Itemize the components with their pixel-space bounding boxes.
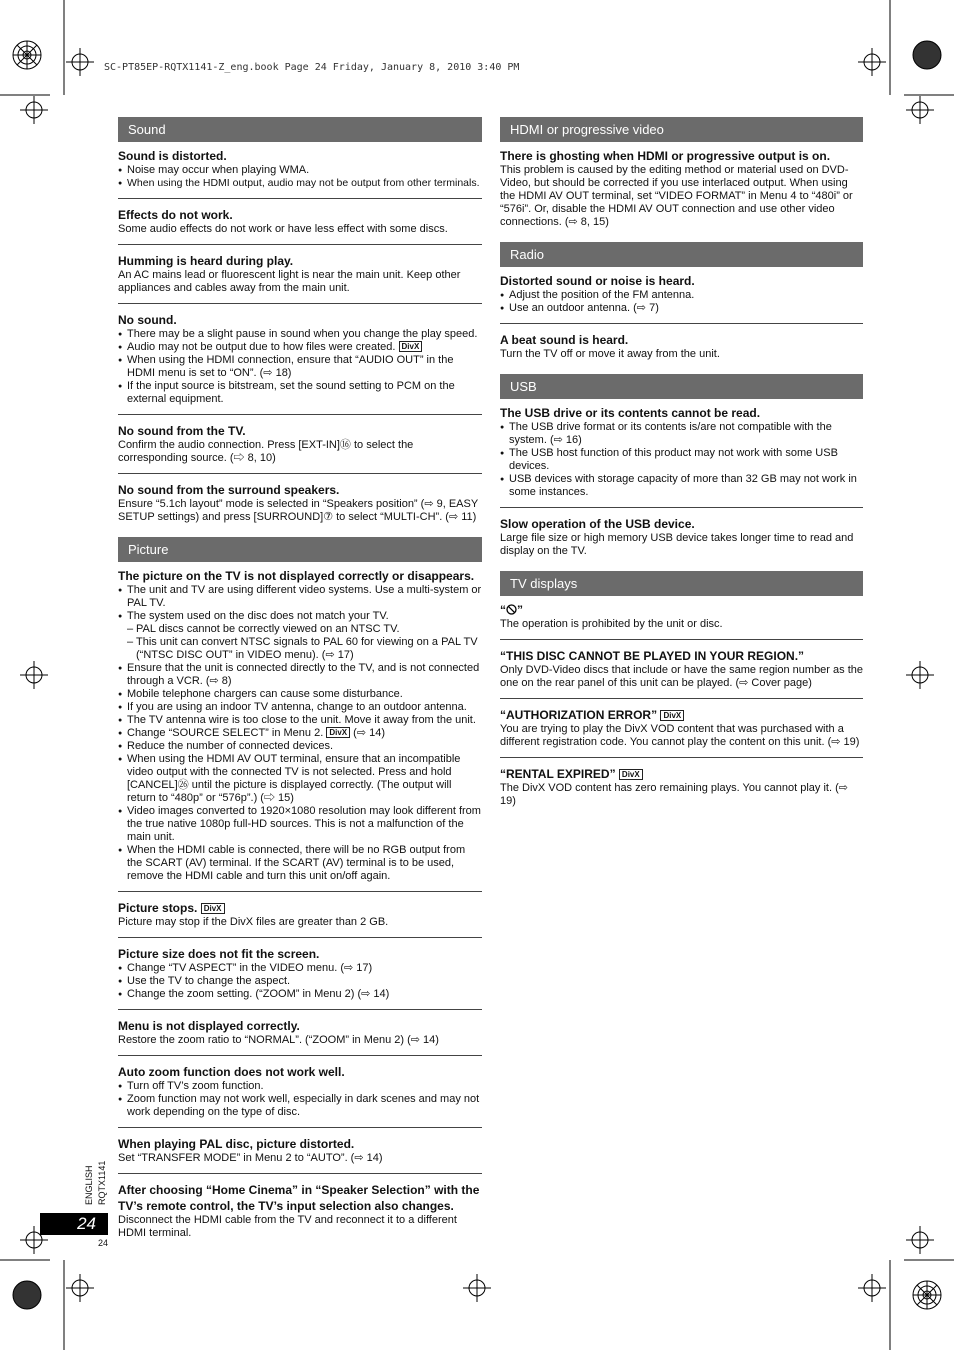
answer-bullet: ● Adjust the position of the FM antenna. xyxy=(500,289,863,302)
crosshair-mark xyxy=(906,96,934,124)
faq-entry xyxy=(500,329,863,369)
answer-bullet: ● The system used on the disc does not match your TV. xyxy=(118,610,482,623)
answer-bullet: ● Change the zoom setting. (“ZOOM” in Menu 2) (⇨ 14) xyxy=(118,988,482,1001)
crosshair-mark xyxy=(858,1274,886,1302)
answer-bullet: ● The USB host function of this product may not work with some USB devices. xyxy=(500,447,863,473)
answer-text: The operation is prohibited by the unit or disc. xyxy=(500,618,723,630)
answer-bullet: ● If you are using an indoor TV antenna, change to an outdoor antenna. xyxy=(118,701,482,714)
divx-badge: DivX xyxy=(326,727,350,738)
answer-bullet: ● Video images converted to 1920×1080 resolution may look different from the true native 1080p full-HD sources. This is not a malfunction of the main unit. xyxy=(118,805,482,844)
question: There is ghosting when HDMI or progressive output is on. xyxy=(500,149,831,163)
faq-entry xyxy=(500,704,863,758)
answer-text: You are trying to play the DivX VOD content that was purchased with a different registration code. You cannot play the content on this unit. (⇨ 19) xyxy=(500,723,860,748)
section-title-hdmi: HDMI or progressive video xyxy=(500,117,863,142)
section-title-tv-displays: TV displays xyxy=(500,571,863,596)
section-title-usb: USB xyxy=(500,374,863,399)
faq-entry xyxy=(118,1015,482,1056)
answer-text: Turn the TV off or move it away from the unit. xyxy=(500,348,720,360)
faq-entry xyxy=(500,599,863,640)
question: Sound is distorted. xyxy=(118,149,227,163)
question: “RENTAL EXPIRED” DivX xyxy=(500,766,863,782)
answer-bullet: ● Zoom function may not work well, especially in dark scenes and may not work depending on the type of disc. xyxy=(118,1093,482,1119)
crosshair-mark xyxy=(66,1274,94,1302)
faq-entry xyxy=(118,420,482,474)
left-column xyxy=(118,117,482,1253)
divx-badge: DivX xyxy=(619,769,643,780)
question: “ ” xyxy=(500,603,523,617)
question: No sound from the surround speakers. xyxy=(118,483,340,497)
faq-entry xyxy=(500,145,863,237)
question: When playing PAL disc, picture distorted. xyxy=(118,1137,355,1151)
answer-text: Only DVD-Video discs that include or have the same region number as the one on the rear panel of this unit can be played. (⇨ Cover page) xyxy=(500,664,863,689)
question: No sound from the TV. xyxy=(118,424,246,438)
question: Distorted sound or noise is heard. xyxy=(500,274,695,288)
answer-bullet: ● Change “TV ASPECT” in the VIDEO menu. (⇨ 17) xyxy=(118,962,482,975)
answer-bullet: ● USB devices with storage capacity of more than 32 GB may not work in some instances. xyxy=(500,473,863,499)
faq-entry xyxy=(500,763,863,816)
answer-bullet: ● When using the HDMI output, audio may not be output from other terminals. xyxy=(118,177,482,190)
faq-entry xyxy=(118,1061,482,1128)
answer-bullet: ● Use an outdoor antenna. (⇨ 7) xyxy=(500,302,863,315)
answer-bullet: ● Change “SOURCE SELECT” in Menu 2. DivX (⇨ 14) xyxy=(118,727,482,740)
faq-entry xyxy=(118,479,482,532)
language-label: ENGLISH xyxy=(84,1165,94,1205)
section-title-radio: Radio xyxy=(500,242,863,267)
answer-bullet: ● The USB drive format or its contents is/are not compatible with the system. (⇨ 16) xyxy=(500,421,863,447)
faq-entry xyxy=(118,1133,482,1174)
answer-bullet: ● Use the TV to change the aspect. xyxy=(118,975,482,988)
answer-text: An AC mains lead or fluorescent light is near the main unit. Keep other appliances and cables away from the main unit. xyxy=(118,269,461,294)
answer-bullet: ● There may be a slight pause in sound when you change the play speed. xyxy=(118,328,482,341)
faq-entry xyxy=(118,250,482,304)
question: “AUTHORIZATION ERROR” DivX xyxy=(500,707,863,723)
answer-bullet: ● Mobile telephone chargers can cause some disturbance. xyxy=(118,688,482,701)
faq-entry xyxy=(118,145,482,199)
question: Picture stops. DivX xyxy=(118,900,482,916)
faq-entry xyxy=(500,402,863,508)
answer-bullet: ● When the HDMI cable is connected, there will be no RGB output from the SCART (AV) terminal. If the SCART (AV) terminal is to be used, remove the HDMI cable and turn this unit on/off again. xyxy=(118,844,482,883)
question: After choosing “Home Cinema” in “Speaker Selection” with the TV’s remote control, the TV’s input selection also changes. xyxy=(118,1183,480,1213)
crosshair-mark xyxy=(463,1274,491,1302)
registration-disk xyxy=(913,41,941,69)
answer-bullet: ● When using the HDMI AV OUT terminal, ensure that an incompatible video output with the connected TV is not selected. Press and hold [CANCEL]㉖ until the picture is displayed correctly. (The output will return to “480p” or “576p”.) (⇨ 15) xyxy=(118,753,482,805)
crosshair-mark xyxy=(906,661,934,689)
starburst-mark xyxy=(13,41,41,69)
divx-badge: DivX xyxy=(660,710,684,721)
answer-bullet: ● Audio may not be output due to how files were created. DivX xyxy=(118,341,482,354)
section-title-picture: Picture xyxy=(118,537,482,562)
answer-bullet: ● Ensure that the unit is connected directly to the TV, and is not connected through a VCR. (⇨ 8) xyxy=(118,662,482,688)
question: Slow operation of the USB device. xyxy=(500,517,695,531)
crosshair-mark xyxy=(858,48,886,76)
question: Humming is heard during play. xyxy=(118,254,294,268)
faq-entry xyxy=(500,270,863,324)
answer-bullet: ● Noise may occur when playing WMA. xyxy=(118,164,482,177)
registration-disk xyxy=(13,1281,41,1309)
starburst-mark xyxy=(913,1281,941,1309)
page-number-tab: 24 xyxy=(40,1213,108,1235)
faq-entry xyxy=(118,204,482,245)
crosshair-mark xyxy=(20,661,48,689)
crosshair-mark xyxy=(66,48,94,76)
answer-text: Disconnect the HDMI cable from the TV and reconnect it to a different HDMI terminal. xyxy=(118,1214,457,1239)
answer-text: The DivX VOD content has zero remaining plays. You cannot play it. (⇨ 19) xyxy=(500,782,848,807)
answer-text: Confirm the audio connection. Press [EXT-IN]⑯ to select the corresponding source. (⇨ 8, 10) xyxy=(118,439,414,464)
faq-entry xyxy=(118,943,482,1010)
answer-bullet: ● The unit and TV are using different video systems. Use a multi-system or PAL TV. xyxy=(118,584,482,610)
prohibited-icon xyxy=(506,604,517,615)
faq-entry xyxy=(118,565,482,892)
small-page-number: 24 xyxy=(98,1238,109,1248)
question: The USB drive or its contents cannot be read. xyxy=(500,406,761,420)
crosshair-mark xyxy=(20,96,48,124)
question: Menu is not displayed correctly. xyxy=(118,1019,300,1033)
answer-bullet: ● The TV antenna wire is too close to the unit. Move it away from the unit. xyxy=(118,714,482,727)
faq-entry xyxy=(118,309,482,415)
question: Effects do not work. xyxy=(118,208,233,222)
answer-text: Restore the zoom ratio to “NORMAL”. (“ZOOM” in Menu 2) (⇨ 14) xyxy=(118,1034,439,1046)
question: No sound. xyxy=(118,313,177,327)
faq-entry xyxy=(118,897,482,938)
answer-bullet: ● If the input source is bitstream, set the sound setting to PCM on the external equipment. xyxy=(118,380,482,406)
model-code-label: RQTX1141 xyxy=(97,1160,107,1205)
answer-text: This problem is caused by the editing method or material used on DVD-Video, but should be corrected if you use interlaced output. When using the HDMI AV OUT terminal, set “VIDEO FORMAT” in Menu 4 to “480i” or “576i”. Or, disable the HDMI AV OUT connection and use other video connections. (⇨ 8, 15) xyxy=(500,164,853,228)
answer-text: Some audio effects do not work or have less effect with some discs. xyxy=(118,223,448,235)
answer-text: Ensure “5.1ch layout” mode is selected in “Speakers position” (⇨ 9, EASY SETUP settings) and press [SURROUND]⑦ to select “MULTI-CH”. (⇨ 11) xyxy=(118,498,478,523)
answer-bullet: ● When using the HDMI connection, ensure that “AUDIO OUT” in the HDMI menu is set to “ON”. (⇨ 18) xyxy=(118,354,482,380)
faq-entry xyxy=(118,1179,482,1248)
question: “THIS DISC CANNOT BE PLAYED IN YOUR REGION.” xyxy=(500,649,805,663)
faq-entry xyxy=(500,645,863,699)
faq-entry xyxy=(500,513,863,566)
question: The picture on the TV is not displayed correctly or disappears. xyxy=(118,569,475,583)
divx-badge: DivX xyxy=(201,903,225,914)
answer-subitem: – This unit can convert NTSC signals to PAL 60 for viewing on a PAL TV (“NTSC DISC OUT” in VIDEO menu). (⇨ 17) xyxy=(118,636,482,662)
question: Picture size does not fit the screen. xyxy=(118,947,320,961)
question: Auto zoom function does not work well. xyxy=(118,1065,345,1079)
answer-bullet: ● Turn off TV’s zoom function. xyxy=(118,1080,482,1093)
crosshair-mark xyxy=(906,1226,934,1254)
answer-text: Large file size or high memory USB device takes longer time to read and display on the TV. xyxy=(500,532,854,557)
question: A beat sound is heard. xyxy=(500,333,629,347)
answer-text: Set “TRANSFER MODE” in Menu 2 to “AUTO”. (⇨ 14) xyxy=(118,1152,383,1164)
answer-text: Picture may stop if the DivX files are greater than 2 GB. xyxy=(118,916,389,928)
divx-badge: DivX xyxy=(399,341,423,352)
book-header-line: SC-PT85EP-RQTX1141-Z_eng.book Page 24 Friday, January 8, 2010 3:40 PM xyxy=(104,62,520,73)
right-column xyxy=(500,117,863,821)
answer-bullet: ● Reduce the number of connected devices. xyxy=(118,740,482,753)
answer-subitem: – PAL discs cannot be correctly viewed on an NTSC TV. xyxy=(118,623,482,636)
section-title-sound: Sound xyxy=(118,117,482,142)
